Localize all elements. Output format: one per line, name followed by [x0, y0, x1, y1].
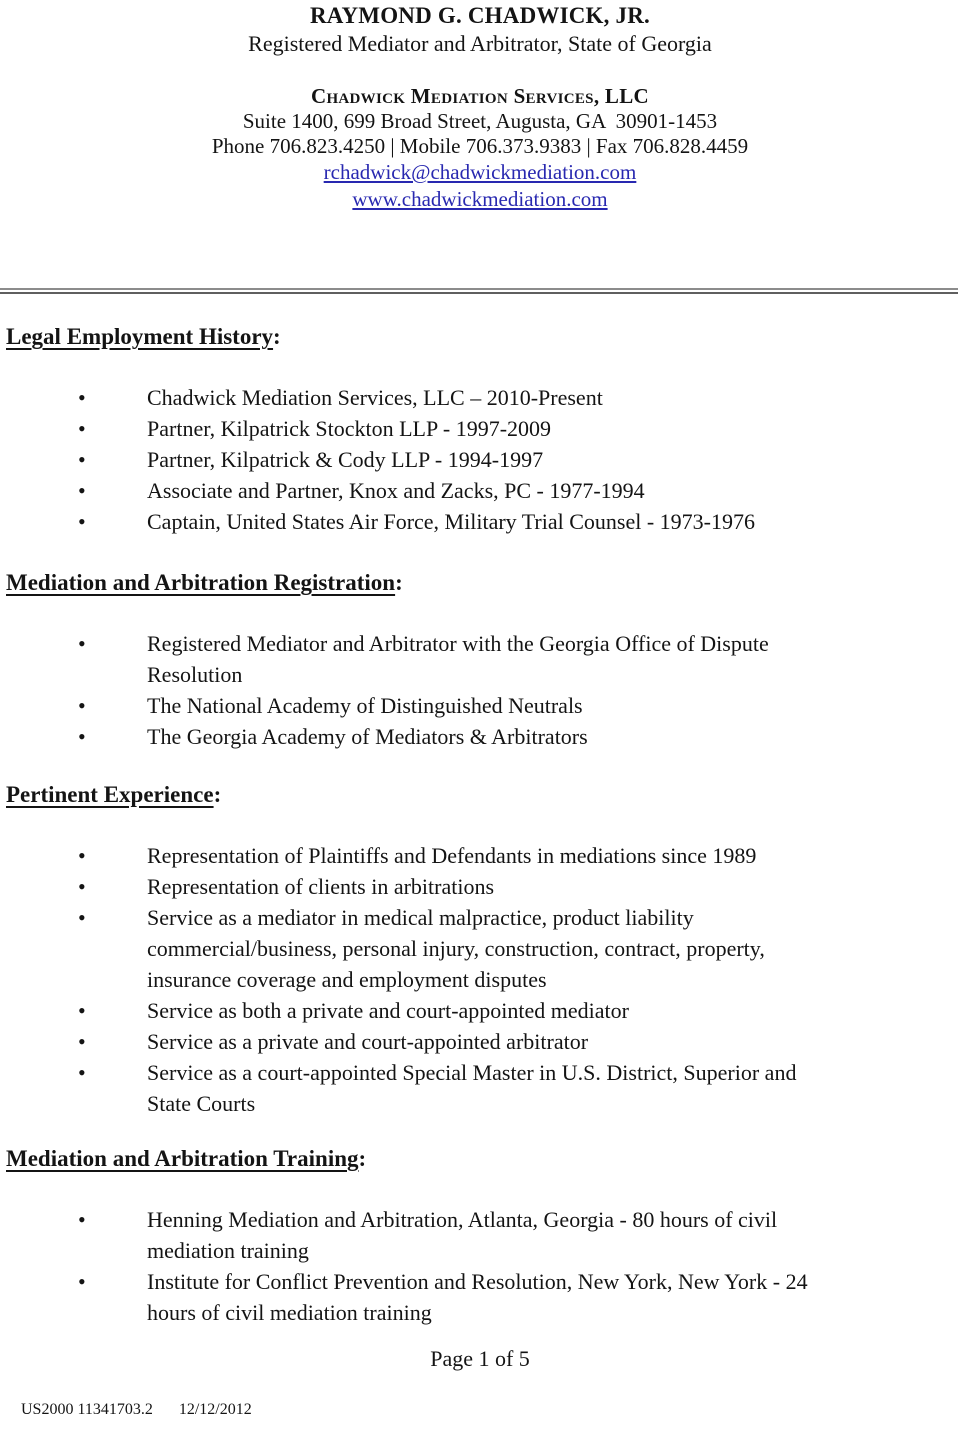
section-mediation-arbitration-training [0, 1144, 958, 1328]
company-address: Suite 1400, 699 Broad Street, Augusta, GA 30901-1453 [242, 109, 718, 133]
bullet-list [6, 840, 958, 1119]
list-item-line: • Chadwick Mediation Services, LLC – 2010-Present [147, 385, 603, 410]
section-heading-colon: : [213, 782, 222, 807]
section-heading-colon: : [358, 1146, 367, 1171]
list-item-line: • Service as a court-appointed Special Master in U.S. District, Superior and [147, 1060, 797, 1085]
document-header [0, 2, 960, 213]
email-row [0, 159, 960, 186]
list-item-line: • Service as a private and court-appointed arbitrator [147, 1029, 589, 1054]
list-item-line: • Service as both a private and court-appointed mediator [147, 998, 629, 1023]
list-item-line: hours of civil mediation training [147, 1300, 432, 1325]
company-name: Chadwick Mediation Services, LLC [310, 84, 649, 108]
section-heading [6, 1144, 958, 1174]
section-heading-text: Mediation and Arbitration Training [6, 1146, 359, 1171]
list-item-line: • Representation of Plaintiffs and Defendants in mediations since 1989 [147, 843, 757, 868]
list-item [6, 1204, 958, 1266]
section-heading [6, 568, 958, 598]
list-item-line: • Service as a mediator in medical malpractice, product liability [147, 905, 694, 930]
list-item-line: • The National Academy of Distinguished Neutrals [147, 693, 583, 718]
document-footer [5, 1383, 252, 1437]
list-item-line: • Captain, United States Air Force, Military Trial Counsel - 1973-1976 [147, 509, 756, 534]
bullet-list [6, 1204, 958, 1328]
bullet-list [6, 628, 958, 752]
list-item-line: • Henning Mediation and Arbitration, Atlanta, Georgia - 80 hours of civil [147, 1207, 778, 1232]
section-pertinent-experience [0, 780, 958, 1119]
section-mediation-arbitration-registration [0, 568, 958, 752]
list-item [6, 506, 958, 537]
list-item-line: • Partner, Kilpatrick Stockton LLP - 1997-2009 [147, 416, 552, 441]
list-item-line: Resolution [147, 662, 243, 687]
list-item [6, 413, 958, 444]
list-item [6, 721, 958, 752]
email-link[interactable]: rchadwick@chadwickmediation.com [323, 160, 637, 184]
list-item [6, 1057, 958, 1119]
doc-date: 12/12/2012 [178, 1401, 252, 1418]
list-item-line: • Associate and Partner, Knox and Zacks, PC - 1977-1994 [147, 478, 645, 503]
section-heading-text: Pertinent Experience [6, 782, 214, 807]
person-name: RAYMOND G. CHADWICK, JR. [309, 3, 650, 28]
list-item [6, 995, 958, 1026]
doc-number: US2000 11341703.2 [21, 1401, 153, 1418]
section-heading-colon: : [273, 324, 281, 349]
list-item [6, 840, 958, 871]
list-item-line: State Courts [147, 1091, 256, 1116]
list-item-line: • Partner, Kilpatrick & Cody LLP - 1994-1997 [147, 447, 544, 472]
list-item-line: commercial/business, personal injury, construction, contract, property, [147, 936, 765, 961]
section-heading-colon: : [395, 570, 403, 595]
list-item-line: insurance coverage and employment disputes [147, 967, 547, 992]
list-item [6, 444, 958, 475]
contact-phone-line: Phone 706.823.4250 | Mobile 706.373.9383 | Fax 706.828.4459 [211, 134, 749, 158]
page-number: Page 1 of 5 [430, 1346, 530, 1371]
double-rule-divider [0, 288, 958, 294]
list-item [6, 1266, 958, 1328]
section-heading-text: Mediation and Arbitration Registration [6, 570, 396, 595]
bullet-list [6, 382, 958, 537]
list-item [6, 902, 958, 995]
person-subtitle: Registered Mediator and Arbitrator, State of Georgia [248, 31, 712, 56]
list-item-line: • The Georgia Academy of Mediators & Arbitrators [147, 724, 588, 749]
website-link[interactable]: www.chadwickmediation.com [352, 187, 608, 211]
list-item [6, 382, 958, 413]
list-item [6, 1026, 958, 1057]
list-item [6, 871, 958, 902]
section-legal-employment-history [0, 322, 958, 537]
section-heading [6, 780, 958, 810]
section-heading-text: Legal Employment History [6, 324, 274, 349]
list-item [6, 475, 958, 506]
list-item-line: mediation training [147, 1238, 309, 1263]
website-row [0, 186, 960, 213]
section-heading [6, 322, 958, 352]
list-item-line: • Registered Mediator and Arbitrator with the Georgia Office of Dispute [147, 631, 769, 656]
list-item [6, 628, 958, 690]
list-item [6, 690, 958, 721]
list-item-line: • Institute for Conflict Prevention and Resolution, New York, New York - 24 [147, 1269, 808, 1294]
list-item-line: • Representation of clients in arbitrations [147, 874, 495, 899]
